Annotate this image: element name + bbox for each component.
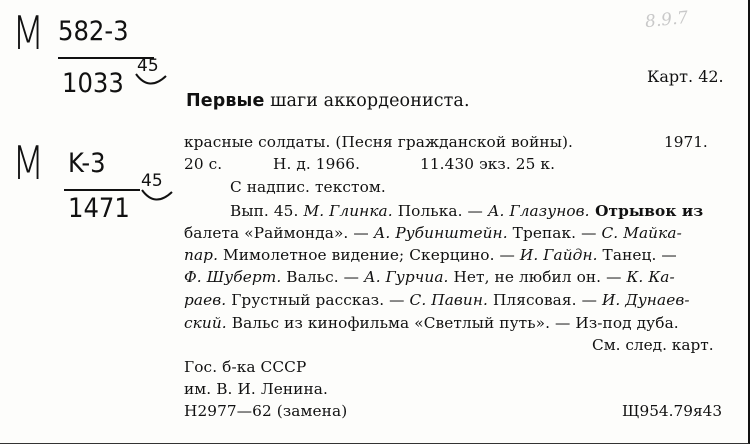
title-rest: шаги аккордеониста. (264, 91, 470, 111)
body-line-1: красные солдаты. (Песня гражданской войны). (184, 133, 573, 151)
handwritten-swoosh-bottom (139, 186, 175, 208)
body-line-8: раев. Грустный рассказ. — С. Павин. Плясовая. — И. Дунаев- (184, 291, 690, 309)
faint-pencil-note: 8.9.7 (644, 7, 690, 33)
imprint-date: Н. д. 1966. (273, 155, 361, 173)
handwritten-letter-bottom: M (12, 136, 45, 190)
handwritten-denominator-top: 1033 (62, 68, 124, 99)
handwritten-mark-top: 45 (137, 56, 159, 76)
body-line-5: балета «Раймонда». — А. Рубинштейн. Трепак. — С. Майка- (184, 224, 682, 242)
card-number: Карт. 42. (647, 67, 724, 86)
order-number: Н2977—62 (замена) (184, 402, 348, 420)
handwritten-fraction-bar-bottom (64, 189, 140, 191)
title-first-word: Первые (186, 91, 265, 111)
handwritten-denominator-bottom: 1471 (68, 193, 130, 224)
handwritten-numerator-bottom: K-3 (68, 148, 106, 179)
catalog-index: Щ954.79я43 (622, 402, 723, 420)
continuation-note: См. след. карт. (592, 336, 714, 354)
body-line-4: Вып. 45. М. Глинка. Полька. — А. Глазунов. Отрывок из (230, 202, 704, 220)
body-line-6: пар. Мимолетное видение; Скерцино. — И. Гайдн. Танец. — (184, 246, 677, 264)
publication-year: 1971. (664, 133, 708, 151)
handwritten-letter-top: M (12, 6, 45, 60)
handwritten-numerator-top: 582-3 (58, 16, 129, 47)
body-line-7: Ф. Шуберт. Вальс. — А. Гурчиа. Нет, не любил он. — К. Ка- (184, 268, 675, 286)
page-count: 20 с. (184, 155, 223, 173)
body-line-9: ский. Вальс из кинофильма «Светлый путь». — Из-под дуба. (184, 314, 679, 332)
handwritten-swoosh-top (133, 70, 169, 92)
print-run-price: 11.430 экз. 25 к. (420, 155, 556, 173)
library-dedication: им. В. И. Ленина. (184, 380, 328, 398)
handwritten-mark-bottom: 45 (141, 171, 163, 191)
body-line-3: С надпис. текстом. (230, 178, 386, 196)
library-name: Гос. б-ка СССР (184, 358, 307, 376)
title (186, 91, 470, 111)
